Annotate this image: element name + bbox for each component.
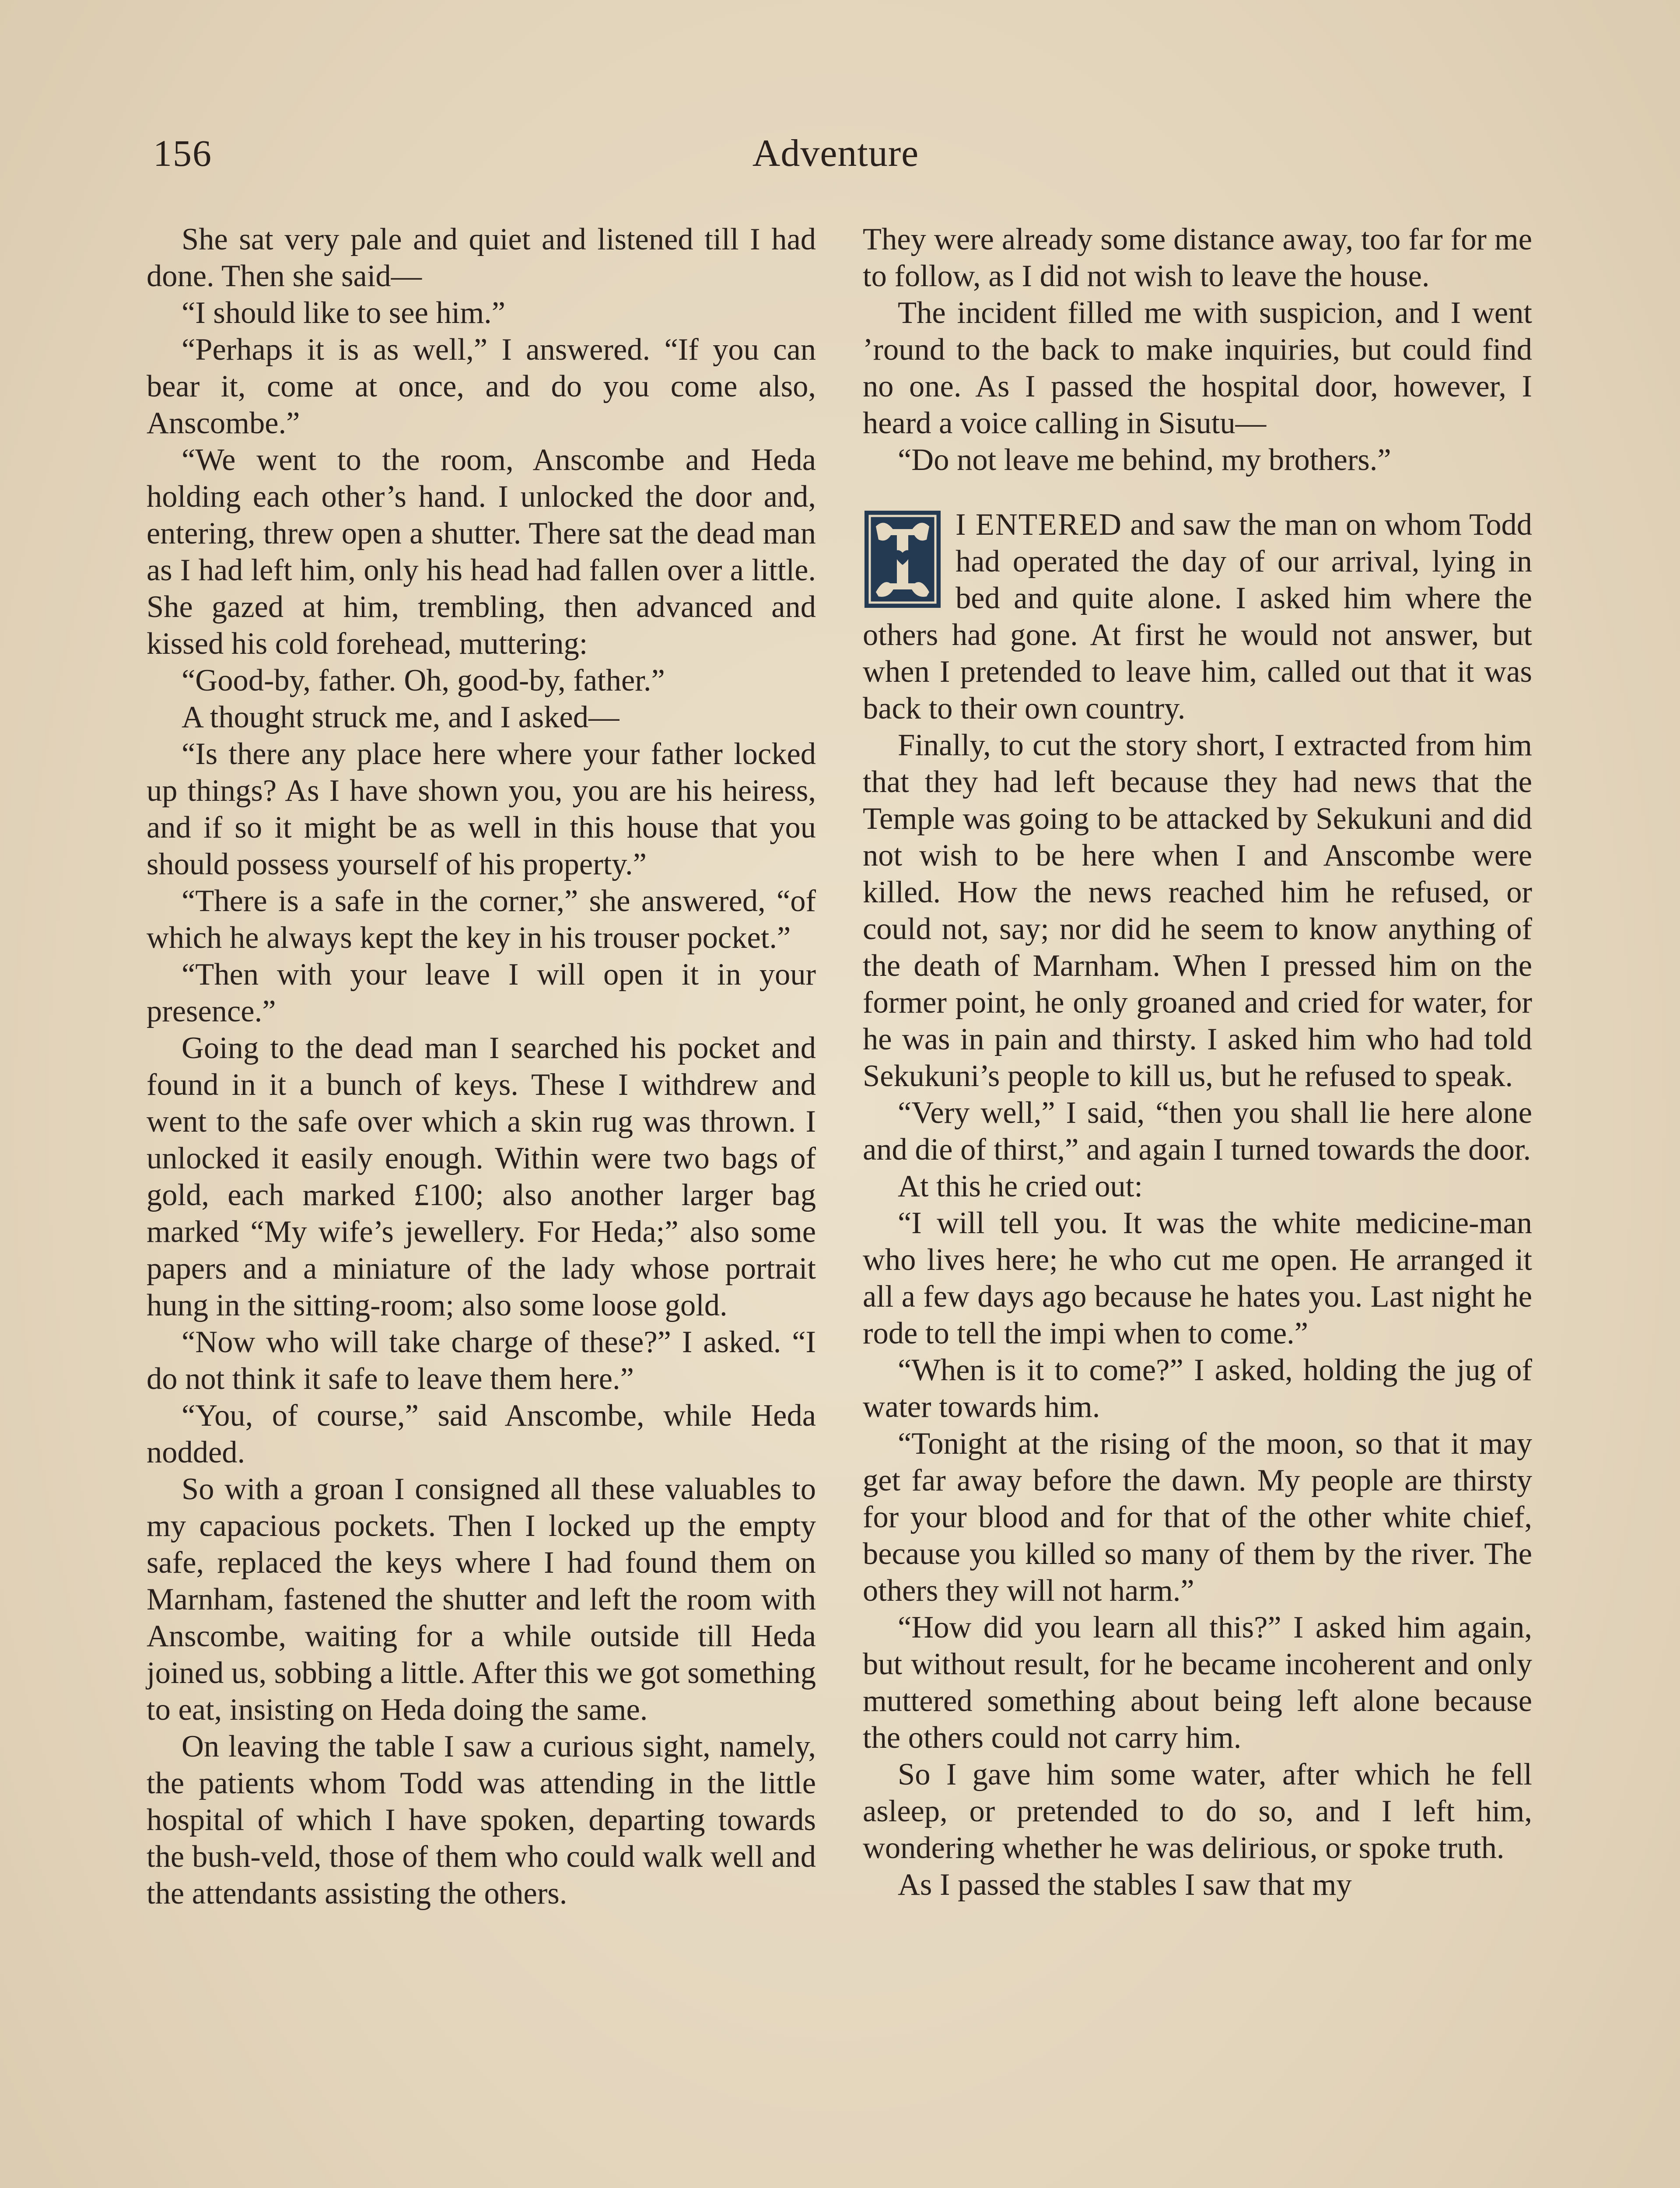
- paragraph: She sat very pale and quiet and listened till I had done. Then she said—: [147, 222, 816, 293]
- paragraph: “Do not leave me behind, my brothers.”: [898, 443, 1391, 477]
- section-lead-in: I ENTERED: [956, 508, 1122, 542]
- paragraph: The incident filled me with suspicion, and I went ’round to the back to make inquiries, but could find no one. As I passed the hospital door, however, I heard a voice calling in Sisutu—: [863, 296, 1532, 440]
- left-column: [147, 221, 816, 1912]
- paragraph: “There is a safe in the corner,” she answered, “of which he always kept the key in his trouser pocket.”: [147, 884, 816, 955]
- page-header: [149, 131, 1522, 179]
- paragraph: “Now who will take charge of these?” I asked. “I do not think it safe to leave them here.”: [147, 1325, 816, 1396]
- paragraph: On leaving the table I saw a curious sight, namely, the patients whom Todd was attending in the little hospital of which I have spoken, departing towards the bush-veld, those of them who could walk well and the attendants assisting the others.: [147, 1729, 816, 1911]
- paragraph: “How did you learn all this?” I asked him again, but without result, for he became incoherent and only muttered something about being left alone because the others could not carry him.: [863, 1610, 1532, 1755]
- paragraph: “When is it to come?” I asked, holding the jug of water towards him.: [863, 1353, 1532, 1424]
- paragraph: “We went to the room, Anscombe and Heda holding each other’s hand. I unlocked the door and, entering, threw open a shutter. There sat the dead man as I had left him, only his head had fallen over a little. She gazed at him, trembling, then advanced and kissed his cold forehead, muttering:: [147, 443, 816, 661]
- paragraph: “Perhaps it is as well,” I answered. “If you can bear it, come at once, and do you come also, Anscombe.”: [147, 333, 816, 440]
- right-column: [863, 221, 1532, 1903]
- section-break: [863, 478, 1532, 506]
- paragraph: “I should like to see him.”: [182, 296, 506, 330]
- decorative-initial-icon: [863, 509, 942, 610]
- paragraph: They were already some distance away, too far for me to follow, as I did not wish to leave the house.: [863, 222, 1532, 293]
- section-opening-paragraph: [863, 506, 1532, 727]
- section-opening-text: and saw the man on whom Todd had operated the day of our arrival, lying in bed and quite alone. I asked him where the others had gone. At first he would not answer, but when I pretended to leave him, called out that it was back to their own country.: [863, 508, 1532, 726]
- right-column-bottom: [863, 727, 1532, 1903]
- paragraph: “Tonight at the rising of the moon, so that it may get far away before the dawn. My people are thirsty for your blood and for that of the other white chief, because you killed so many of them by the river. The others they will not harm.”: [863, 1427, 1532, 1608]
- paragraph: As I passed the stables I saw that my: [898, 1868, 1352, 1902]
- paragraph: A thought struck me, and I asked—: [182, 700, 620, 734]
- paragraph: So I gave him some water, after which he fell asleep, or pretended to do so, and I left him, wondering whether he was delirious, or spoke truth.: [863, 1757, 1532, 1865]
- paragraph: “Very well,” I said, “then you shall lie here alone and die of thirst,” and again I turned towards the door.: [863, 1096, 1532, 1167]
- paragraph: “You, of course,” said Anscombe, while Heda nodded.: [147, 1399, 816, 1469]
- paragraph: “Good-by, father. Oh, good-by, father.”: [182, 663, 665, 698]
- paragraph: “I will tell you. It was the white medicine-man who lives here; he who cut me open. He arranged it all a few days ago because he hates you. Last night he rode to tell the impi when to come.”: [863, 1206, 1532, 1350]
- paragraph: “Then with your leave I will open it in your presence.”: [147, 957, 816, 1028]
- running-title: Adventure: [752, 132, 919, 175]
- paragraph: So with a groan I consigned all these valuables to my capacious pockets. Then I locked up the empty safe, replaced the keys where I had found them on Marnham, fastened the shutter and left the room with Anscombe, waiting for a while outside till Heda joined us, sobbing a little. After this we got something to eat, insisting on Heda doing the same.: [147, 1472, 816, 1727]
- paragraph: At this he cried out:: [898, 1169, 1143, 1203]
- paragraph: Finally, to cut the story short, I extracted from him that they had left because they had news that the Temple was going to be attacked by Sekukuni and did not wish to be here when I and Anscombe were killed. How the news reached him he refused, or could not, say; nor did he seem to know anything of the death of Marnham. When I pressed him on the former point, he only groaned and cried for water, for he was in pain and thirsty. I asked him who had told Sekukuni’s people to kill us, but he refused to speak.: [863, 728, 1532, 1093]
- right-column-top: [863, 221, 1532, 478]
- paragraph: Going to the dead man I searched his pocket and found in it a bunch of keys. These I withdrew and went to the safe over which a skin rug was thrown. I unlocked it easily enough. Within were two bags of gold, each marked £100; also another larger bag marked “My wife’s jewellery. For Heda;” also some papers and a miniature of the lady whose portrait hung in the sitting-room; also some loose gold.: [147, 1031, 816, 1322]
- paragraph: “Is there any place here where your father locked up things? As I have shown you, you are his heiress, and if so it might be as well in this house that you should possess yourself of his property.”: [147, 737, 816, 881]
- page-number: 156: [153, 132, 212, 174]
